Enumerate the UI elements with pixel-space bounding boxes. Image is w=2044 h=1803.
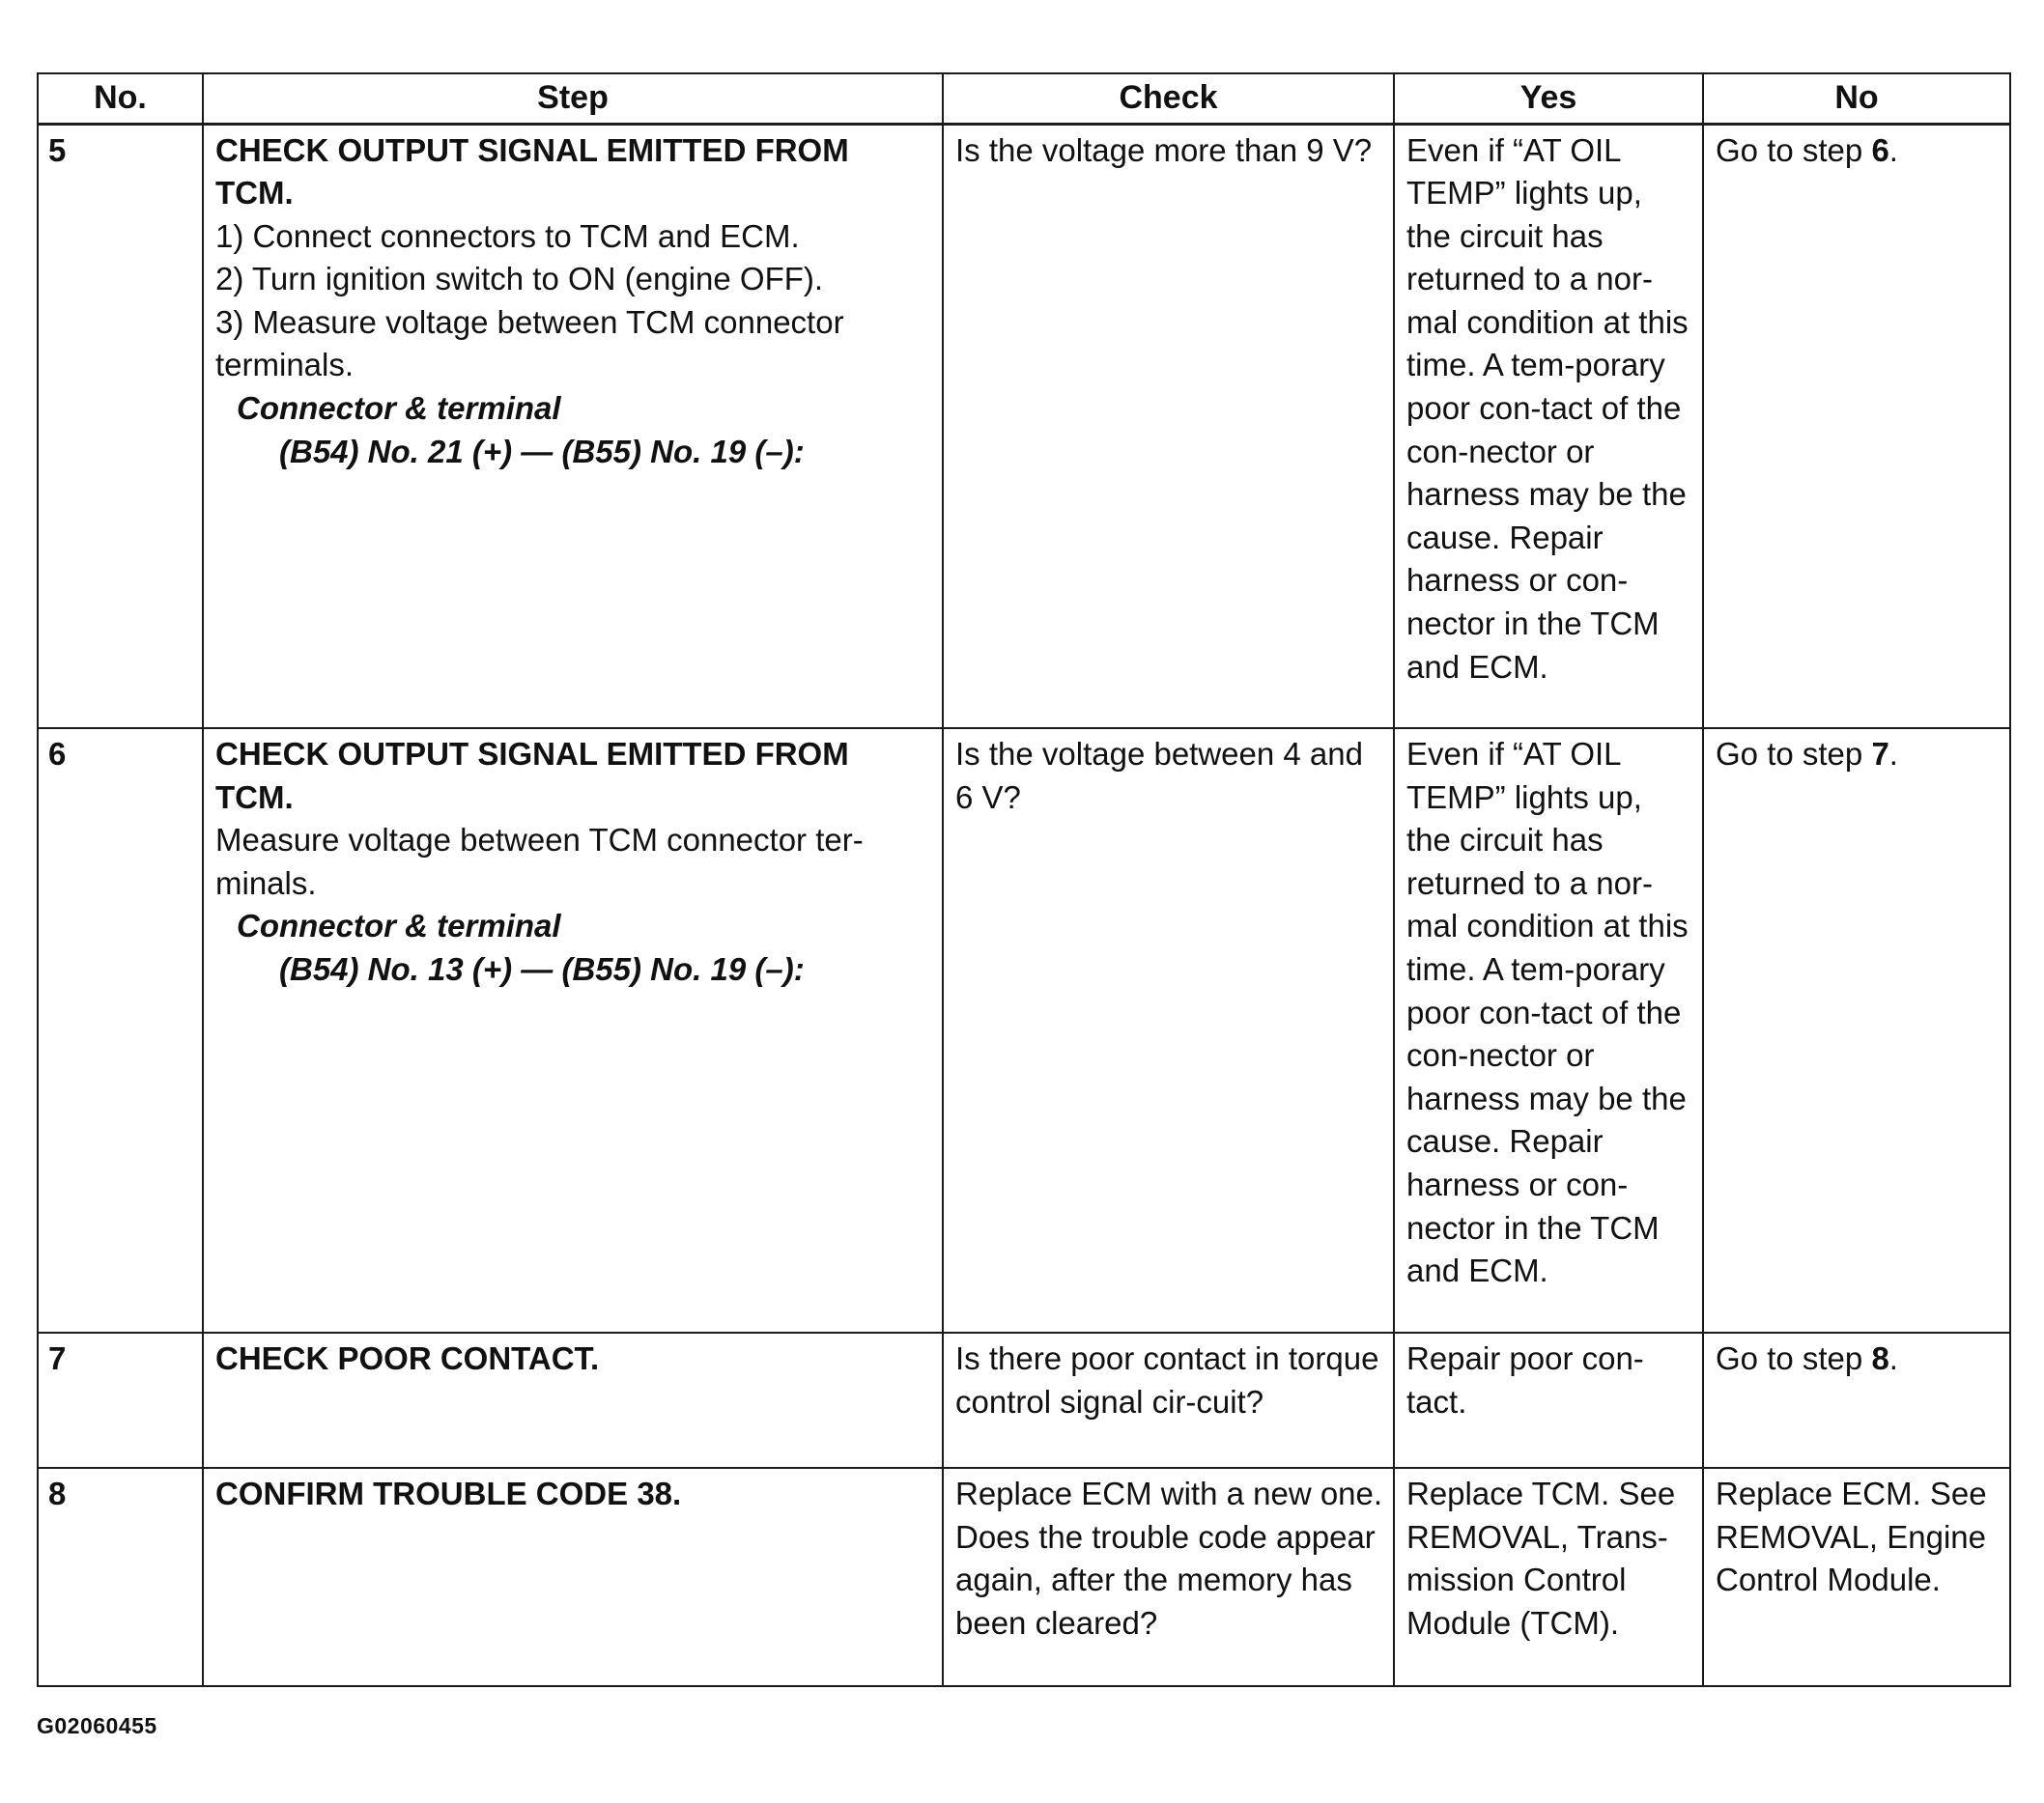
go-to-label: Go to step — [1716, 131, 1872, 168]
check-cell: Replace ECM with a new one. Does the trouble code appear again, after the memory has been cleared? — [943, 1468, 1394, 1686]
yes-cell: Even if “AT OIL TEMP” lights up, the circuit has returned to a nor-mal condition at this time. A tem-porary poor con-tact of the con-nector or harness may be the cause. Repair harness or con-nector in the TCM and ECM. — [1394, 728, 1703, 1333]
row-number: 6 — [38, 728, 203, 1333]
step-cell — [203, 1468, 943, 1686]
step-title: CHECK POOR CONTACT. — [215, 1340, 600, 1376]
step-cell — [203, 124, 943, 728]
row-number: 8 — [38, 1468, 203, 1686]
header-yes: Yes — [1394, 73, 1703, 124]
row-number: 5 — [38, 124, 203, 728]
yes-cell: Repair poor con-tact. — [1394, 1333, 1703, 1468]
step-instruction: 2) Turn ignition switch to ON (engine OFF). — [215, 261, 824, 297]
row-number: 7 — [38, 1333, 203, 1468]
connector-terminals: (B54) No. 13 (+) — (B55) No. 19 (–): — [279, 950, 805, 987]
go-to-suffix: . — [1888, 131, 1898, 168]
go-to-step-number: 8 — [1871, 1340, 1889, 1376]
step-instruction: Measure voltage between TCM connector ter-minals. — [215, 822, 864, 901]
table-row — [38, 124, 2010, 728]
table-row — [38, 728, 2010, 1333]
yes-cell: Replace TCM. See REMOVAL, Trans-mission Control Module (TCM). — [1394, 1468, 1703, 1686]
no-cell — [1703, 1333, 2010, 1468]
step-instruction: 1) Connect connectors to TCM and ECM. — [215, 217, 800, 254]
header-check: Check — [943, 73, 1394, 124]
step-cell — [203, 1333, 943, 1468]
go-to-suffix: . — [1888, 736, 1898, 772]
go-to-label: Go to step — [1716, 1340, 1872, 1376]
step-instruction: 3) Measure voltage between TCM connector terminals. — [215, 303, 844, 383]
step-title: CONFIRM TROUBLE CODE 38. — [215, 1476, 682, 1511]
check-cell: Is the voltage between 4 and 6 V? — [943, 728, 1394, 1333]
check-cell: Is there poor contact in torque control signal cir-cuit? — [943, 1333, 1394, 1468]
no-cell: Replace ECM. See REMOVAL, Engine Control Module. — [1703, 1468, 2010, 1686]
step-title: CHECK OUTPUT SIGNAL EMITTED FROM TCM. — [215, 131, 849, 211]
step-title: CHECK OUTPUT SIGNAL EMITTED FROM TCM. — [215, 736, 849, 815]
header-no-result: No — [1703, 73, 2010, 124]
go-to-label: Go to step — [1716, 736, 1872, 772]
figure-id: G02060455 — [37, 1713, 157, 1738]
table-row — [38, 1333, 2010, 1468]
go-to-suffix: . — [1888, 1340, 1898, 1376]
check-cell: Is the voltage more than 9 V? — [943, 124, 1394, 728]
header-step: Step — [203, 73, 943, 124]
connector-label: Connector & terminal — [237, 908, 561, 944]
step-cell — [203, 728, 943, 1333]
no-cell — [1703, 124, 2010, 728]
yes-cell: Even if “AT OIL TEMP” lights up, the circuit has returned to a nor-mal condition at this time. A tem-porary poor con-tact of the con-nector or harness may be the cause. Repair harness or con-nector in the TCM and ECM. — [1394, 124, 1703, 728]
table-header-row — [38, 73, 2010, 124]
go-to-step-number: 6 — [1871, 131, 1889, 168]
header-no: No. — [38, 73, 203, 124]
no-cell — [1703, 728, 2010, 1333]
go-to-step-number: 7 — [1871, 736, 1889, 772]
diagnostic-table — [37, 72, 2011, 1687]
connector-terminals: (B54) No. 21 (+) — (B55) No. 19 (–): — [279, 433, 805, 469]
connector-label: Connector & terminal — [237, 390, 561, 427]
table-row — [38, 1468, 2010, 1686]
